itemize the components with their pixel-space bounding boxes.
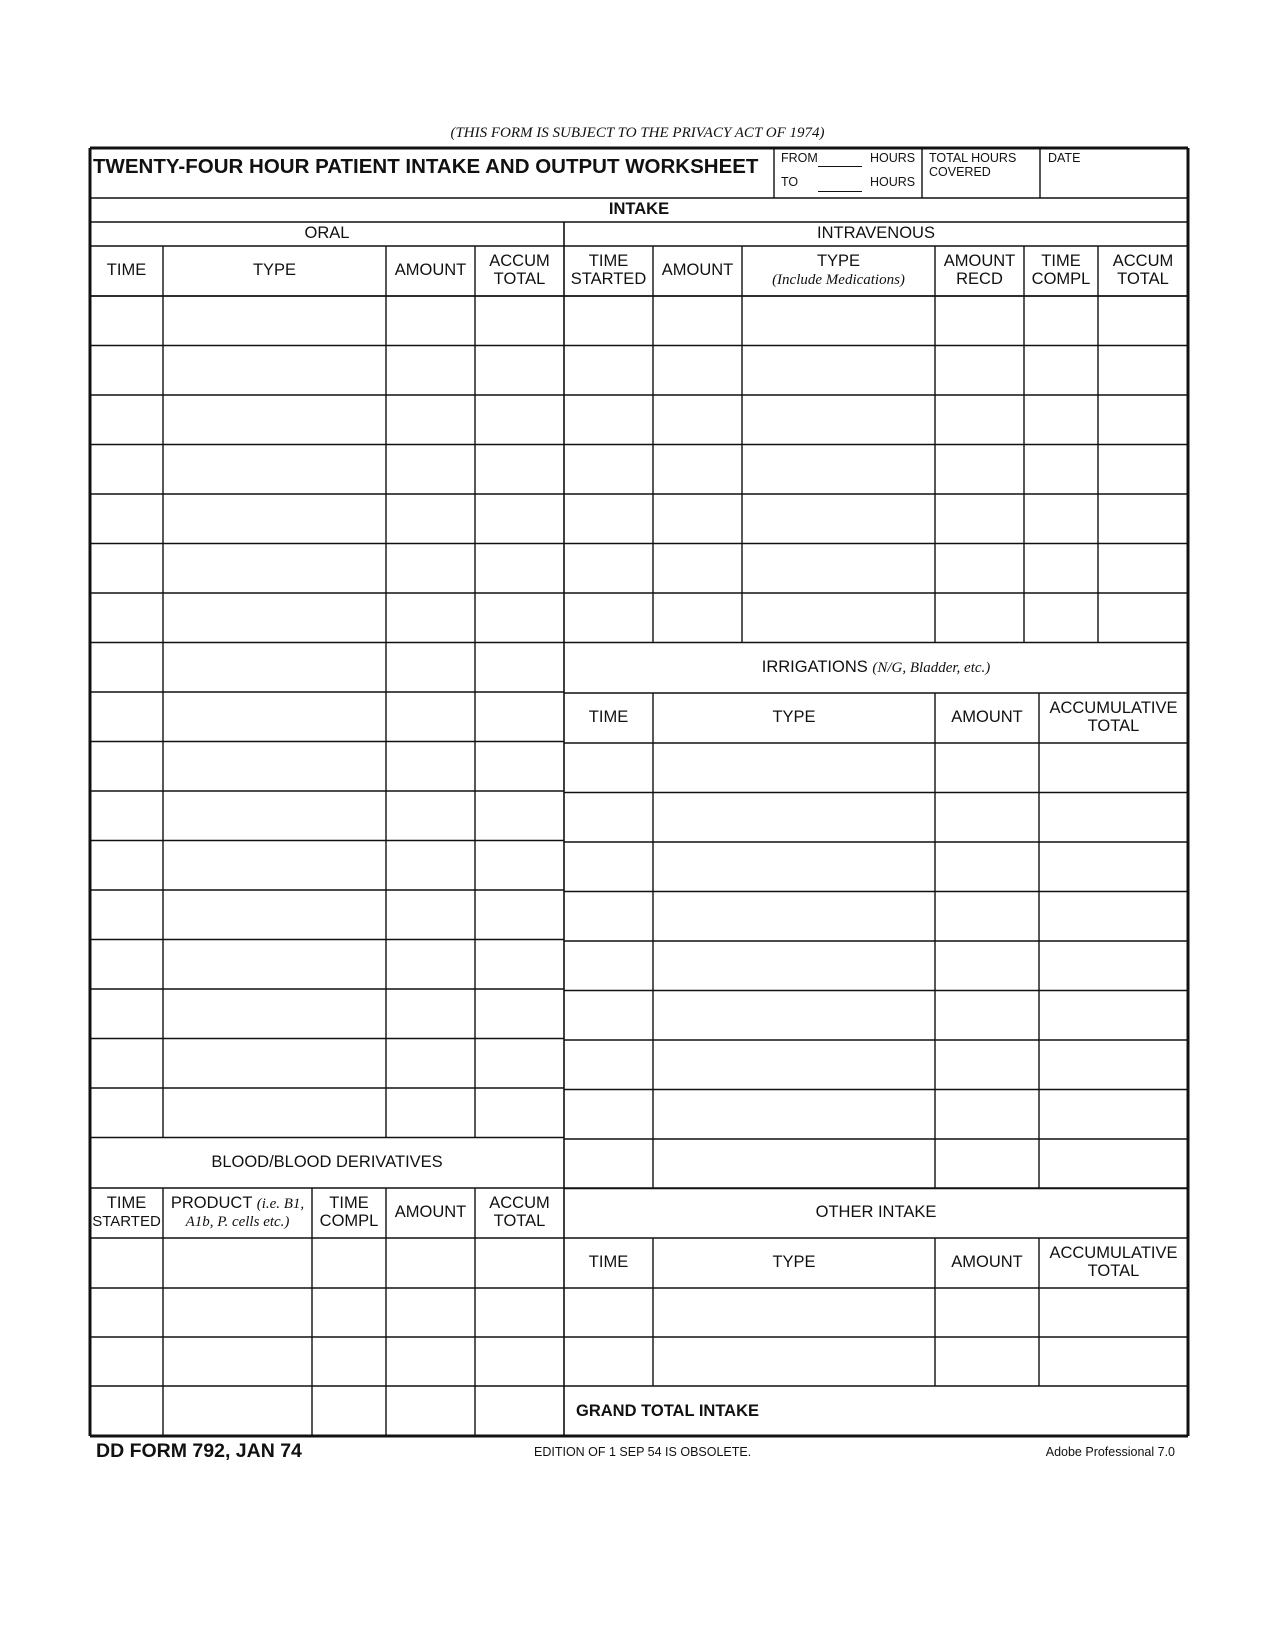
irrigations-amount-cell[interactable] (935, 842, 1039, 892)
iv-amount-recd-cell[interactable] (935, 296, 1024, 346)
iv-type-header: TYPE (Include Medications) (772, 252, 905, 288)
oral-amount-cell[interactable] (386, 395, 475, 445)
iv-amount-recd-cell[interactable] (935, 395, 1024, 445)
blood-accum-cell[interactable] (475, 1288, 564, 1337)
oral-amount-cell[interactable] (386, 544, 475, 594)
blood-accum-header: ACCUM TOTAL (489, 1194, 550, 1230)
privacy-notice: (THIS FORM IS SUBJECT TO THE PRIVACY ACT OF 1974) (450, 125, 825, 141)
iv-type-cell[interactable] (742, 296, 935, 346)
to-hours-field[interactable] (818, 177, 862, 191)
oral-type-cell[interactable] (163, 593, 386, 643)
irrigations-accum-cell[interactable] (1039, 793, 1188, 843)
irrigations-accum-cell[interactable] (1039, 991, 1188, 1041)
oral-time-cell[interactable] (90, 445, 163, 495)
irrigations-amount-cell[interactable] (935, 743, 1039, 793)
other-accum-cell[interactable] (1039, 1288, 1188, 1337)
oral-time-cell[interactable] (90, 296, 163, 346)
oral-accum-cell[interactable] (475, 1088, 564, 1138)
irrigations-time-cell[interactable] (564, 892, 653, 942)
oral-type-cell[interactable] (163, 742, 386, 792)
producer-note: Adobe Professional 7.0 (1045, 1445, 1175, 1459)
oral-amount-cell[interactable] (386, 791, 475, 841)
irrigations-amount-cell[interactable] (935, 892, 1039, 942)
irrigations-amount-header: AMOUNT (951, 708, 1023, 727)
irrigations-type-cell[interactable] (653, 793, 935, 843)
iv-amount-header: AMOUNT (661, 261, 734, 280)
irrigations-time-cell[interactable] (564, 991, 653, 1041)
oral-accum-header: ACCUM TOTAL (489, 252, 550, 288)
oral-time-cell[interactable] (90, 692, 163, 742)
blood-time-compl-cell[interactable] (312, 1337, 386, 1386)
iv-accum-header: ACCUM TOTAL (1112, 252, 1174, 288)
iv-time-started-cell[interactable] (564, 593, 653, 643)
oral-time-cell[interactable] (90, 593, 163, 643)
blood-time-started-cell[interactable] (90, 1238, 163, 1288)
blood-accum-cell[interactable] (475, 1386, 564, 1436)
oral-time-cell[interactable] (90, 346, 163, 396)
irrigations-accum-cell[interactable] (1039, 941, 1188, 991)
iv-time-started-cell[interactable] (564, 445, 653, 495)
oral-type-cell[interactable] (163, 544, 386, 594)
irrigations-type-cell[interactable] (653, 892, 935, 942)
iv-amount-cell[interactable] (653, 593, 742, 643)
oral-time-cell[interactable] (90, 494, 163, 544)
oral-type-cell[interactable] (163, 346, 386, 396)
irrigations-amount-cell[interactable] (935, 991, 1039, 1041)
iv-time-started-cell[interactable] (564, 494, 653, 544)
blood-time-compl-cell[interactable] (312, 1288, 386, 1337)
oral-accum-cell[interactable] (475, 643, 564, 693)
iv-accum-cell[interactable] (1098, 445, 1188, 495)
blood-product-header: PRODUCT (i.e. B1, A1b, P. cells etc.) (170, 1194, 305, 1230)
oral-type-cell[interactable] (163, 643, 386, 693)
blood-time-compl-header: TIME COMPL (319, 1194, 379, 1230)
oral-time-cell[interactable] (90, 544, 163, 594)
to-hours-label: HOURS (870, 175, 916, 189)
irrigations-accum-header: ACCUMULATIVE TOTAL (1049, 699, 1178, 735)
oral-amount-cell[interactable] (386, 346, 475, 396)
intake-label: INTAKE (608, 200, 670, 219)
date-field[interactable] (1040, 148, 1188, 196)
oral-label: ORAL (304, 224, 350, 243)
iv-accum-cell[interactable] (1098, 296, 1188, 346)
other-time-cell[interactable] (564, 1337, 653, 1386)
to-label: TO (781, 175, 799, 189)
oral-type-cell[interactable] (163, 296, 386, 346)
oral-time-header: TIME (106, 261, 147, 280)
irrigations-label: IRRIGATIONS (N/G, Bladder, etc.) (761, 658, 991, 677)
iv-time-started-cell[interactable] (564, 346, 653, 396)
oral-amount-cell[interactable] (386, 494, 475, 544)
oral-accum-cell[interactable] (475, 346, 564, 396)
iv-time-started-cell[interactable] (564, 296, 653, 346)
grand-total-intake-label: GRAND TOTAL INTAKE (576, 1402, 760, 1420)
oral-accum-cell[interactable] (475, 742, 564, 792)
irrigations-accum-cell[interactable] (1039, 842, 1188, 892)
oral-type-cell[interactable] (163, 692, 386, 742)
blood-amount-cell[interactable] (386, 1386, 475, 1436)
from-hours-field[interactable] (818, 152, 862, 166)
oral-amount-cell[interactable] (386, 742, 475, 792)
intravenous-label: INTRAVENOUS (817, 224, 935, 243)
iv-amount-recd-cell[interactable] (935, 544, 1024, 594)
iv-amount-cell[interactable] (653, 494, 742, 544)
iv-amount-cell[interactable] (653, 395, 742, 445)
oral-amount-cell[interactable] (386, 692, 475, 742)
blood-time-started-cell[interactable] (90, 1288, 163, 1337)
oral-amount-cell[interactable] (386, 593, 475, 643)
iv-time-compl-cell[interactable] (1024, 395, 1098, 445)
oral-time-cell[interactable] (90, 742, 163, 792)
irrigations-time-cell[interactable] (564, 941, 653, 991)
form-title: TWENTY-FOUR HOUR PATIENT INTAKE AND OUTPUT WORKSHEET (93, 155, 759, 178)
oral-time-cell[interactable] (90, 791, 163, 841)
oral-type-cell[interactable] (163, 494, 386, 544)
other-amount-header: AMOUNT (951, 1253, 1023, 1272)
irrigations-amount-cell[interactable] (935, 1139, 1039, 1189)
iv-accum-cell[interactable] (1098, 346, 1188, 396)
covered-label: COVERED (929, 165, 991, 179)
oral-time-cell[interactable] (90, 1039, 163, 1089)
irrigations-time-cell[interactable] (564, 842, 653, 892)
oral-type-cell[interactable] (163, 395, 386, 445)
iv-time-compl-cell[interactable] (1024, 593, 1098, 643)
other-type-header: TYPE (772, 1253, 816, 1272)
irrigations-time-cell[interactable] (564, 1139, 653, 1189)
irrigations-type-cell[interactable] (653, 1040, 935, 1090)
iv-type-cell[interactable] (742, 395, 935, 445)
oral-accum-cell[interactable] (475, 1039, 564, 1089)
iv-type-cell[interactable] (742, 593, 935, 643)
irrigations-amount-cell[interactable] (935, 1090, 1039, 1140)
oral-accum-cell[interactable] (475, 544, 564, 594)
blood-amount-header: AMOUNT (394, 1203, 467, 1222)
oral-amount-cell[interactable] (386, 296, 475, 346)
irrigations-type-cell[interactable] (653, 1090, 935, 1140)
oral-amount-cell[interactable] (386, 445, 475, 495)
other-type-cell[interactable] (653, 1288, 935, 1337)
oral-accum-cell[interactable] (475, 940, 564, 990)
oral-type-cell[interactable] (163, 841, 386, 891)
iv-amount-recd-cell[interactable] (935, 445, 1024, 495)
irrigations-time-cell[interactable] (564, 1040, 653, 1090)
irrigations-type-cell[interactable] (653, 941, 935, 991)
irrigations-time-header: TIME (588, 708, 629, 727)
oral-time-cell[interactable] (90, 1088, 163, 1138)
iv-accum-cell[interactable] (1098, 544, 1188, 594)
oral-amount-cell[interactable] (386, 989, 475, 1039)
other-type-cell[interactable] (653, 1337, 935, 1386)
oral-time-cell[interactable] (90, 940, 163, 990)
blood-amount-cell[interactable] (386, 1288, 475, 1337)
blood-time-started-cell[interactable] (90, 1337, 163, 1386)
iv-accum-cell[interactable] (1098, 395, 1188, 445)
blood-amount-cell[interactable] (386, 1337, 475, 1386)
oral-amount-cell[interactable] (386, 1039, 475, 1089)
oral-accum-cell[interactable] (475, 989, 564, 1039)
oral-accum-cell[interactable] (475, 890, 564, 940)
irrigations-amount-cell[interactable] (935, 1040, 1039, 1090)
from-hours-label: HOURS (870, 151, 916, 165)
oral-accum-cell[interactable] (475, 841, 564, 891)
irrigations-accum-cell[interactable] (1039, 743, 1188, 793)
iv-time-compl-cell[interactable] (1024, 346, 1098, 396)
irrigations-accum-cell[interactable] (1039, 1090, 1188, 1140)
oral-type-cell[interactable] (163, 940, 386, 990)
iv-time-started-cell[interactable] (564, 395, 653, 445)
oral-amount-cell[interactable] (386, 890, 475, 940)
blood-product-cell[interactable] (163, 1386, 312, 1436)
irrigations-time-cell[interactable] (564, 793, 653, 843)
iv-accum-cell[interactable] (1098, 494, 1188, 544)
oral-type-cell[interactable] (163, 791, 386, 841)
iv-amount-cell[interactable] (653, 296, 742, 346)
oral-time-cell[interactable] (90, 841, 163, 891)
oral-accum-cell[interactable] (475, 494, 564, 544)
blood-time-compl-cell[interactable] (312, 1386, 386, 1436)
blood-product-cell[interactable] (163, 1238, 312, 1288)
iv-time-compl-cell[interactable] (1024, 494, 1098, 544)
oral-accum-cell[interactable] (475, 395, 564, 445)
grand-total-intake-field[interactable] (780, 1390, 1188, 1436)
irrigations-type-cell[interactable] (653, 1139, 935, 1189)
oral-type-header: TYPE (252, 261, 297, 280)
oral-accum-cell[interactable] (475, 296, 564, 346)
oral-type-cell[interactable] (163, 989, 386, 1039)
oral-amount-cell[interactable] (386, 841, 475, 891)
iv-time-compl-cell[interactable] (1024, 445, 1098, 495)
iv-amount-cell[interactable] (653, 544, 742, 594)
oral-type-cell[interactable] (163, 890, 386, 940)
iv-amount-cell[interactable] (653, 445, 742, 495)
oral-accum-cell[interactable] (475, 791, 564, 841)
other-accum-header: ACCUMULATIVE TOTAL (1049, 1244, 1178, 1280)
iv-amount-recd-cell[interactable] (935, 346, 1024, 396)
oral-amount-header: AMOUNT (394, 261, 467, 280)
iv-type-cell[interactable] (742, 494, 935, 544)
irrigations-type-header: TYPE (772, 708, 816, 727)
oral-amount-cell[interactable] (386, 643, 475, 693)
iv-time-compl-cell[interactable] (1024, 544, 1098, 594)
total-hours-label: TOTAL HOURS (929, 151, 1017, 165)
irrigations-time-cell[interactable] (564, 743, 653, 793)
irrigations-accum-cell[interactable] (1039, 1139, 1188, 1189)
irrigations-amount-cell[interactable] (935, 793, 1039, 843)
iv-type-cell[interactable] (742, 346, 935, 396)
iv-type-cell[interactable] (742, 445, 935, 495)
oral-amount-cell[interactable] (386, 940, 475, 990)
iv-amount-cell[interactable] (653, 346, 742, 396)
blood-time-started-header: TIME STARTED (92, 1194, 161, 1230)
blood-product-cell[interactable] (163, 1288, 312, 1337)
oral-time-cell[interactable] (90, 643, 163, 693)
blood-time-compl-cell[interactable] (312, 1238, 386, 1288)
blood-product-cell[interactable] (163, 1337, 312, 1386)
oral-amount-cell[interactable] (386, 1088, 475, 1138)
iv-time-compl-header: TIME COMPL (1031, 252, 1091, 288)
oral-accum-cell[interactable] (475, 692, 564, 742)
iv-time-started-header: TIME STARTED (570, 252, 647, 288)
oral-time-cell[interactable] (90, 989, 163, 1039)
total-hours-field[interactable] (922, 148, 1038, 196)
irrigations-time-cell[interactable] (564, 1090, 653, 1140)
blood-label: BLOOD/BLOOD DERIVATIVES (211, 1153, 443, 1172)
irrigations-type-cell[interactable] (653, 743, 935, 793)
irrigations-amount-cell[interactable] (935, 941, 1039, 991)
irrigations-accum-cell[interactable] (1039, 892, 1188, 942)
other-amount-cell[interactable] (935, 1337, 1039, 1386)
other-time-cell[interactable] (564, 1288, 653, 1337)
iv-type-cell[interactable] (742, 544, 935, 594)
blood-time-started-cell[interactable] (90, 1386, 163, 1436)
irrigations-type-cell[interactable] (653, 991, 935, 1041)
form-id: DD FORM 792, JAN 74 (96, 1440, 302, 1462)
iv-accum-cell[interactable] (1098, 593, 1188, 643)
iv-amount-recd-header: AMOUNT RECD (943, 252, 1016, 288)
from-label: FROM (781, 151, 818, 165)
other-amount-cell[interactable] (935, 1288, 1039, 1337)
oral-type-cell[interactable] (163, 445, 386, 495)
oral-accum-cell[interactable] (475, 593, 564, 643)
blood-accum-cell[interactable] (475, 1337, 564, 1386)
other-accum-cell[interactable] (1039, 1337, 1188, 1386)
other-time-header: TIME (588, 1253, 629, 1272)
irrigations-accum-cell[interactable] (1039, 1040, 1188, 1090)
iv-amount-recd-cell[interactable] (935, 494, 1024, 544)
date-label: DATE (1048, 151, 1081, 165)
other-intake-label: OTHER INTAKE (815, 1203, 937, 1222)
iv-time-compl-cell[interactable] (1024, 296, 1098, 346)
blood-accum-cell[interactable] (475, 1238, 564, 1288)
edition-note: EDITION OF 1 SEP 54 IS OBSOLETE. (534, 1445, 752, 1459)
oral-accum-cell[interactable] (475, 445, 564, 495)
oral-time-cell[interactable] (90, 890, 163, 940)
irrigations-type-cell[interactable] (653, 842, 935, 892)
iv-time-started-cell[interactable] (564, 544, 653, 594)
oral-type-cell[interactable] (163, 1039, 386, 1089)
oral-time-cell[interactable] (90, 395, 163, 445)
oral-type-cell[interactable] (163, 1088, 386, 1138)
blood-amount-cell[interactable] (386, 1238, 475, 1288)
iv-amount-recd-cell[interactable] (935, 593, 1024, 643)
